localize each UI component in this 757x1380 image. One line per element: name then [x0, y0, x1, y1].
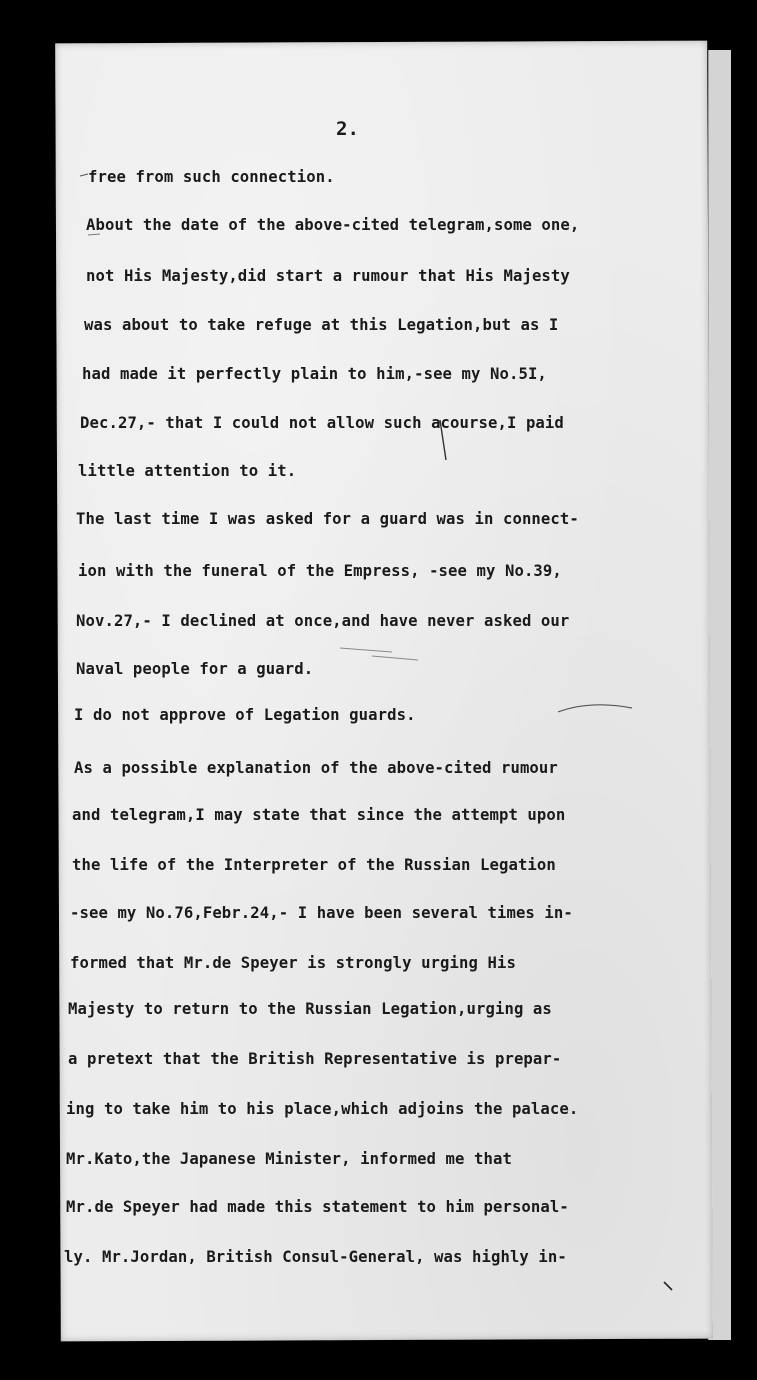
- text-line: little attention to it.: [78, 462, 297, 480]
- text-line: As a possible explanation of the above-cited rumour: [74, 759, 558, 777]
- text-line: not His Majesty,did start a rumour that His Majesty: [86, 267, 570, 285]
- text-line: a pretext that the British Representative is prepar-: [68, 1050, 562, 1068]
- text-line: Nov.27,- I declined at once,and have never asked our: [76, 612, 570, 630]
- text-line: I do not approve of Legation guards.: [74, 706, 416, 724]
- document-page: [55, 41, 713, 1342]
- text-line: Majesty to return to the Russian Legation,urging as: [68, 1000, 552, 1018]
- text-line: was about to take refuge at this Legation,but as I: [84, 316, 559, 334]
- text-line: Dec.27,- that I could not allow such acourse,I paid: [80, 414, 564, 432]
- text-line: Mr.de Speyer had made this statement to him personal-: [66, 1198, 569, 1216]
- text-line: the life of the Interpreter of the Russian Legation: [72, 856, 556, 874]
- text-line: ing to take him to his place,which adjoins the palace.: [66, 1100, 579, 1118]
- text-line: Mr.Kato,the Japanese Minister, informed me that: [66, 1150, 512, 1168]
- text-line: ly. Mr.Jordan, British Consul-General, was highly in-: [64, 1248, 567, 1266]
- text-line: About the date of the above-cited telegram,some one,: [86, 216, 580, 234]
- text-line: and telegram,I may state that since the attempt upon: [72, 806, 566, 824]
- page-number: 2.: [336, 118, 359, 140]
- text-line: -see my No.76,Febr.24,- I have been several times in-: [70, 904, 573, 922]
- text-line: formed that Mr.de Speyer is strongly urging His: [70, 954, 516, 972]
- text-line: free from such connection.: [88, 168, 335, 186]
- text-line: ion with the funeral of the Empress, -see my No.39,: [78, 562, 562, 580]
- text-line: Naval people for a guard.: [76, 660, 314, 678]
- text-line: The last time I was asked for a guard was in connect-: [76, 510, 579, 528]
- text-line: had made it perfectly plain to him,-see my No.5I,: [82, 365, 547, 383]
